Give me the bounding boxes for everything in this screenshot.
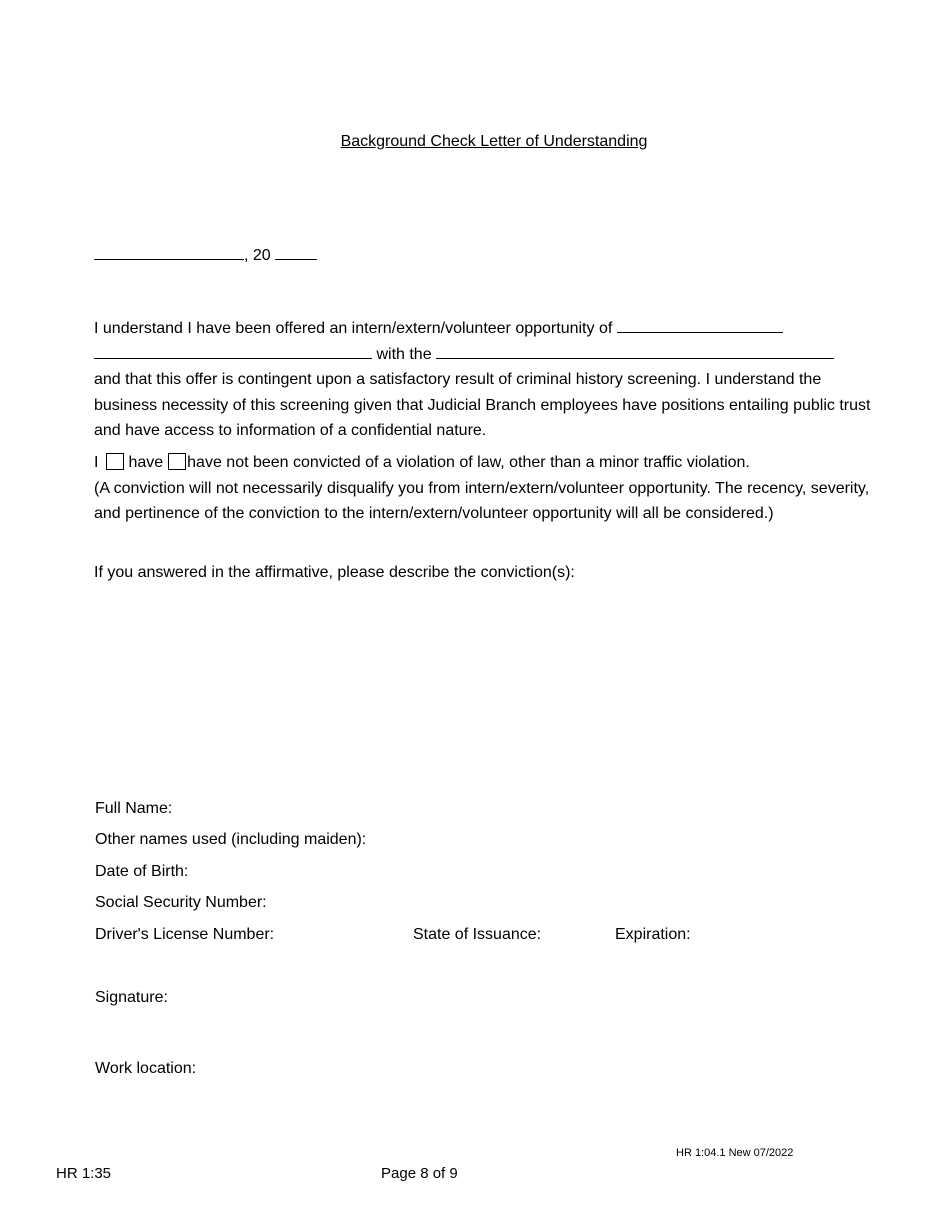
conviction-prefix: I: [94, 454, 99, 471]
opportunity-blank-2[interactable]: [94, 358, 372, 359]
date-line: [94, 247, 317, 265]
with-the-text: with the: [376, 345, 432, 363]
have-not-label: have not been convicted of a violation of law, other than a minor traffic violation.: [187, 454, 750, 471]
state-of-issuance-field[interactable]: State of Issuance:: [413, 926, 542, 943]
date-of-birth-field[interactable]: Date of Birth:: [95, 863, 189, 880]
offer-text-rest: and that this offer is contingent upon a satisfactory result of criminal history screening. I understand the business necessity of this screening given that Judicial Branch employees have positions entailing public trust and have access to information of a confidential nature.: [94, 371, 871, 439]
have-label: have: [128, 454, 164, 471]
year-blank[interactable]: [275, 259, 317, 260]
offer-paragraph: [94, 316, 884, 444]
full-name-field[interactable]: Full Name:: [95, 800, 173, 817]
department-blank[interactable]: [436, 358, 834, 359]
opportunity-blank[interactable]: [617, 332, 783, 333]
conviction-note: (A conviction will not necessarily disqualify you from intern/extern/volunteer opportunity. The recency, severity, and pertinence of the conviction to the intern/extern/volunteer opportunity will all be considered.): [94, 479, 870, 522]
date-blank[interactable]: [94, 259, 244, 260]
have-checkbox[interactable]: [106, 453, 124, 470]
document-title: Background Check Letter of Understanding: [340, 133, 648, 150]
affirmative-prompt: If you answered in the affirmative, please describe the conviction(s):: [94, 564, 575, 581]
date-year-prefix: , 20: [244, 247, 271, 264]
have-not-checkbox[interactable]: [168, 453, 186, 470]
offer-text-line1: I understand I have been offered an intern/extern/volunteer opportunity of: [94, 320, 613, 337]
drivers-license-field[interactable]: Driver's License Number:: [95, 926, 275, 943]
form-code: HR 1:04.1 New 07/2022: [676, 1147, 794, 1159]
signature-field[interactable]: Signature:: [95, 989, 168, 1006]
other-names-field[interactable]: Other names used (including maiden):: [95, 831, 367, 848]
ssn-field[interactable]: Social Security Number:: [95, 894, 267, 911]
footer-section: HR 1:35: [56, 1165, 112, 1182]
work-location-field[interactable]: Work location:: [95, 1060, 197, 1077]
expiration-field[interactable]: Expiration:: [615, 926, 691, 943]
page-number: Page 8 of 9: [381, 1165, 458, 1182]
conviction-section: [94, 450, 884, 527]
